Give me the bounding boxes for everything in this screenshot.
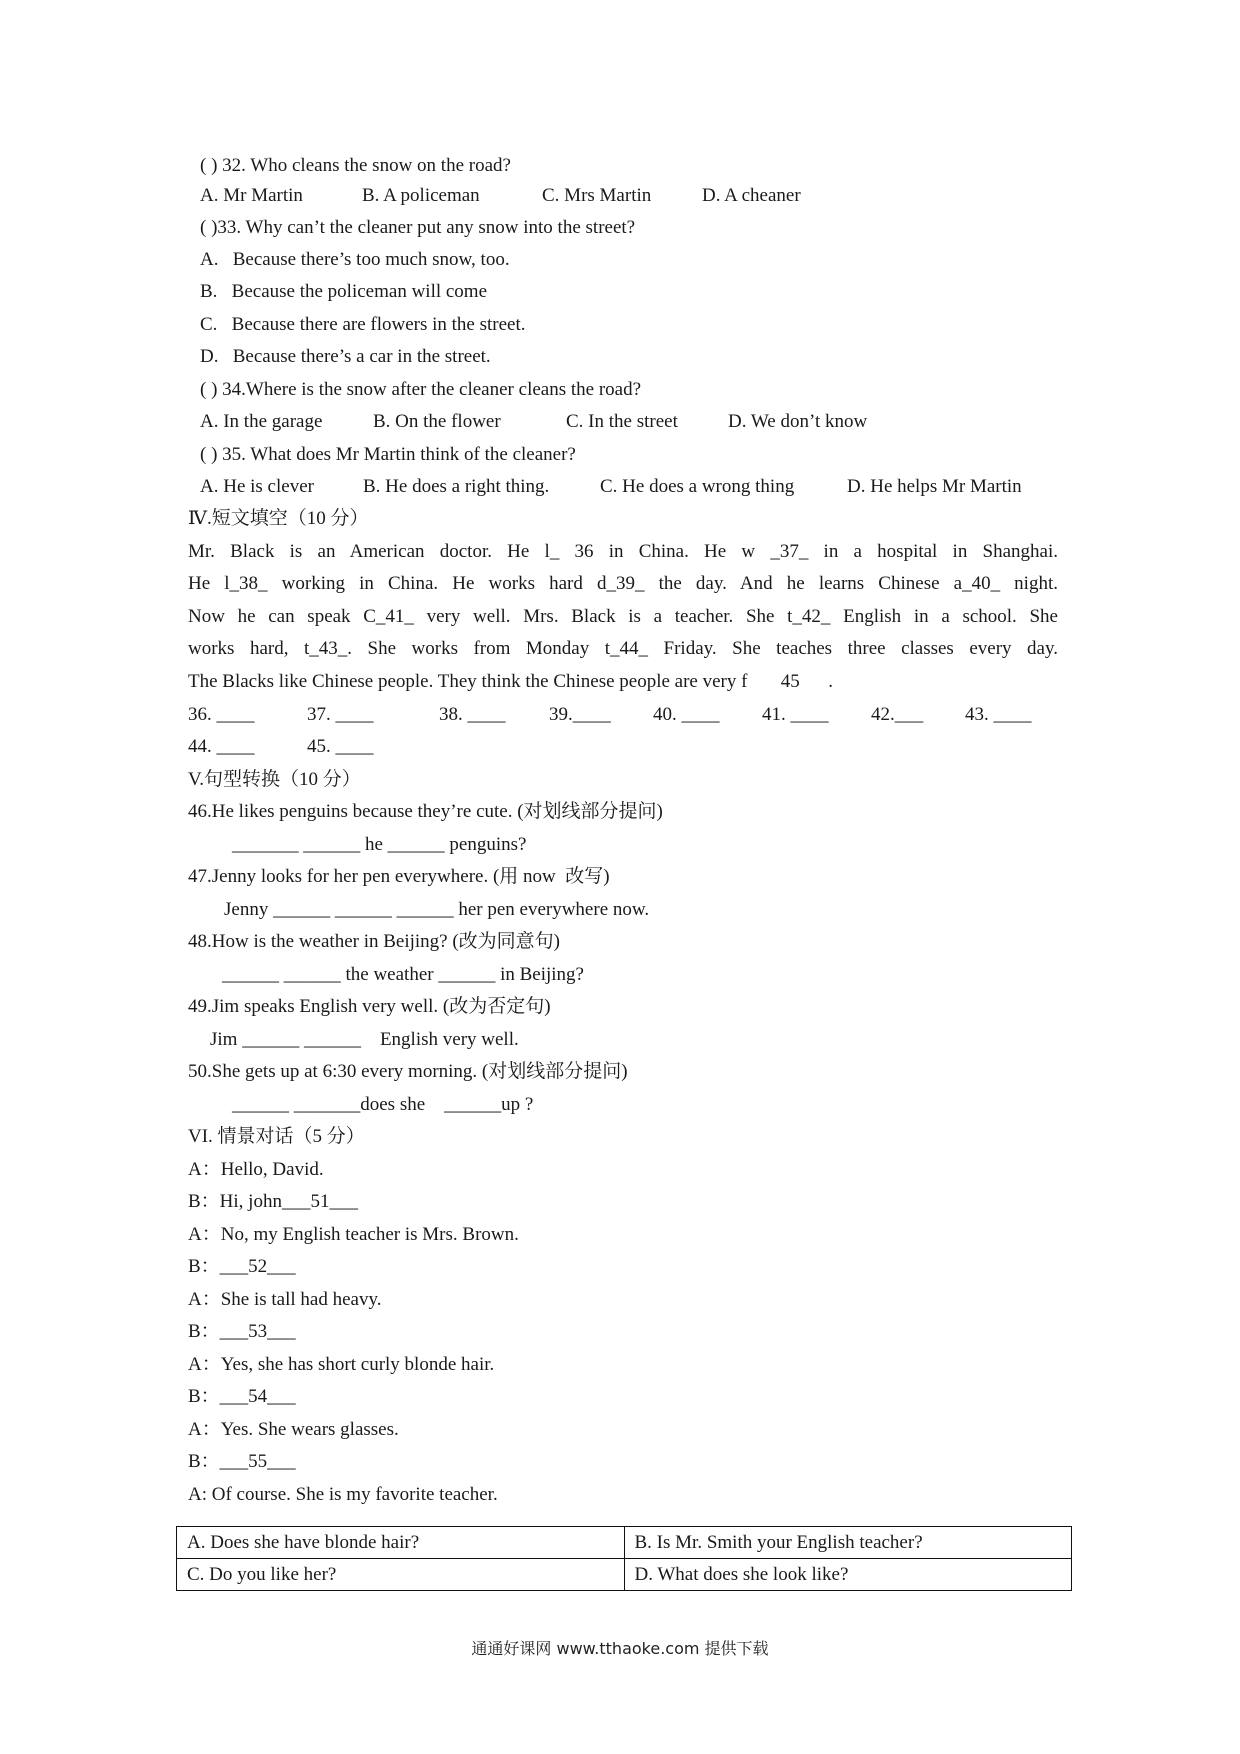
q35-option-d: D. He helps Mr Martin: [847, 476, 1022, 497]
q50-answer: ______ _______does she ______up ?: [232, 1094, 534, 1115]
dialogue-line-11: A: Of course. She is my favorite teacher.: [188, 1484, 498, 1505]
dialogue-line-10: B：___55___: [188, 1451, 296, 1472]
q33-option-a: A. Because there’s too much snow, too.: [200, 249, 510, 270]
q33-option-c: C. Because there are flowers in the street.: [200, 314, 526, 335]
q48-answer: ______ ______ the weather ______ in Beijing?: [222, 964, 584, 985]
q32-option-d: D. A cheaner: [702, 185, 801, 206]
blank-37: 37. ____: [307, 704, 374, 725]
passage-line-1: Mr. Black is an American doctor. He l_ 36 in China. He w _37_ in a hospital in Shanghai.: [188, 541, 1058, 562]
blank-38: 38. ____: [439, 704, 506, 725]
section-5-heading: V.句型转换（10 分）: [188, 769, 361, 790]
q49-question: 49.Jim speaks English very well. (改为否定句): [188, 996, 551, 1017]
q46-question: 46.He likes penguins because they’re cute. (对划线部分提问): [188, 801, 663, 822]
dialogue-line-1: A：Hello, David.: [188, 1159, 324, 1180]
blank-39: 39.____: [549, 704, 611, 725]
passage-line-2: He l_38_ working in China. He works hard d_39_ the day. And he learns Chinese a_40_ night.: [188, 573, 1058, 594]
q48-question: 48.How is the weather in Beijing? (改为同意句): [188, 931, 561, 952]
option-a-cell: A. Does she have blonde hair?: [177, 1527, 625, 1559]
q50-question: 50.She gets up at 6:30 every morning. (对划线部分提问): [188, 1061, 628, 1082]
blank-36: 36. ____: [188, 704, 255, 725]
q34-option-c: C. In the street: [566, 411, 678, 432]
q34-option-d: D. We don’t know: [728, 411, 868, 432]
dialogue-options-table: [176, 1526, 1072, 1591]
table-row: [177, 1559, 1072, 1591]
dialogue-line-5: A：She is tall had heavy.: [188, 1289, 382, 1310]
q32-stem: ( ) 32. Who cleans the snow on the road?: [200, 155, 511, 176]
dialogue-line-3: A：No, my English teacher is Mrs. Brown.: [188, 1224, 519, 1245]
q49-answer: Jim ______ ______ English very well.: [210, 1029, 519, 1050]
dialogue-line-9: A：Yes. She wears glasses.: [188, 1419, 399, 1440]
q35-option-a: A. He is clever: [200, 476, 314, 497]
blank-41: 41. ____: [762, 704, 829, 725]
q32-option-a: A. Mr Martin: [200, 185, 303, 206]
q47-question: 47.Jenny looks for her pen everywhere. (用 now 改写): [188, 866, 610, 887]
q46-answer: _______ ______ he ______ penguins?: [232, 834, 527, 855]
passage-line-4: works hard, t_43_. She works from Monday t_44_ Friday. She teaches three classes every day.: [188, 638, 1058, 659]
option-b-cell: B. Is Mr. Smith your English teacher?: [624, 1527, 1072, 1559]
section-6-heading: VI. 情景对话（5 分）: [188, 1126, 365, 1147]
q35-option-c: C. He does a wrong thing: [600, 476, 795, 497]
dialogue-line-8: B：___54___: [188, 1386, 296, 1407]
q35-stem: ( ) 35. What does Mr Martin think of the cleaner?: [200, 444, 576, 465]
q34-option-a: A. In the garage: [200, 411, 323, 432]
option-c-cell: C. Do you like her?: [177, 1559, 625, 1591]
dialogue-line-6: B：___53___: [188, 1321, 296, 1342]
blank-45: 45. ____: [307, 736, 374, 757]
q33-option-b: B. Because the policeman will come: [200, 281, 488, 302]
passage-line-3: Now he can speak C_41_ very well. Mrs. Black is a teacher. She t_42_ English in a school. She: [188, 606, 1058, 627]
q34-option-b: B. On the flower: [373, 411, 501, 432]
option-d-cell: D. What does she look like?: [624, 1559, 1072, 1591]
q32-option-c: C. Mrs Martin: [542, 185, 652, 206]
blank-40: 40. ____: [653, 704, 720, 725]
passage-line-5: The Blacks like Chinese people. They think the Chinese people are very f 45 .: [188, 671, 833, 692]
dialogue-line-7: A：Yes, she has short curly blonde hair.: [188, 1354, 495, 1375]
section-4-heading: Ⅳ.短文填空（10 分）: [188, 508, 369, 529]
blank-42: 42.___: [871, 704, 924, 725]
q34-stem: ( ) 34.Where is the snow after the cleaner cleans the road?: [200, 379, 642, 400]
dialogue-line-4: B：___52___: [188, 1256, 296, 1277]
q47-answer: Jenny ______ ______ ______ her pen everywhere now.: [224, 899, 650, 920]
q33-option-d: D. Because there’s a car in the street.: [200, 346, 491, 367]
blank-44: 44. ____: [188, 736, 255, 757]
blank-43: 43. ____: [965, 704, 1032, 725]
dialogue-line-2: B：Hi, john___51___: [188, 1191, 358, 1212]
q35-option-b: B. He does a right thing.: [363, 476, 550, 497]
q32-option-b: B. A policeman: [362, 185, 480, 206]
page-footer: 通通好课网 www.tthaoke.com 提供下载: [471, 1639, 769, 1658]
table-row: [177, 1527, 1072, 1559]
q33-stem: ( )33. Why can’t the cleaner put any snow into the street?: [200, 217, 636, 238]
